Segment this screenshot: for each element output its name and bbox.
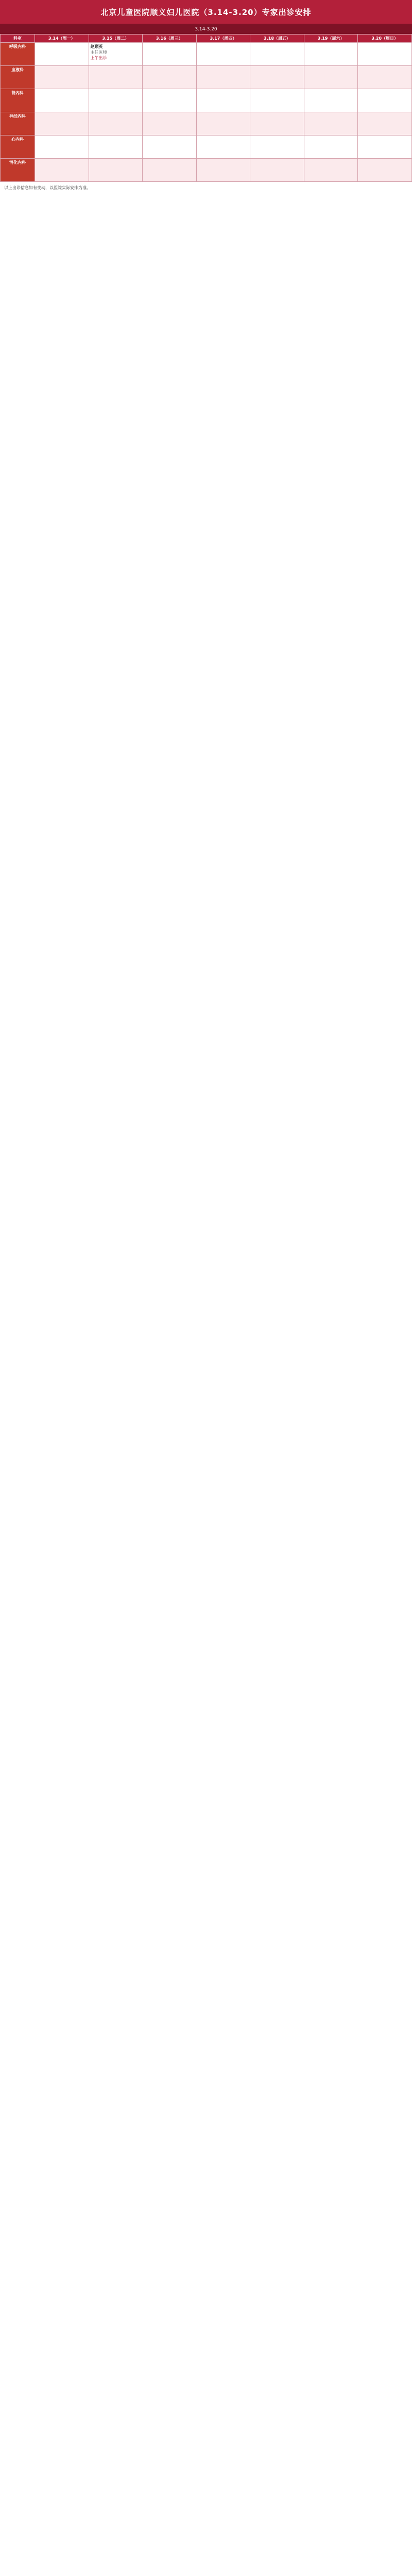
schedule-row xyxy=(1,159,412,182)
schedule-cell xyxy=(143,135,197,159)
schedule-cell xyxy=(304,135,358,159)
schedule-cell xyxy=(304,112,358,135)
week-range: 3.14-3.20 xyxy=(0,25,412,34)
schedule-tables xyxy=(0,34,412,182)
schedule-cell xyxy=(196,43,250,66)
schedule-row xyxy=(1,89,412,112)
day-column-header: 3.19（周六） xyxy=(304,35,358,43)
schedule-cell xyxy=(143,43,197,66)
schedule-cell xyxy=(358,159,412,182)
day-column-header: 3.15（周二） xyxy=(89,35,143,43)
schedule-cell xyxy=(250,135,304,159)
dept-label: 血液科 xyxy=(1,66,35,89)
schedule-cell xyxy=(358,89,412,112)
schedule-cell xyxy=(89,159,143,182)
day-column-header: 3.17（周四） xyxy=(196,35,250,43)
schedule-cell xyxy=(196,112,250,135)
dept-label: 心内科 xyxy=(1,135,35,159)
day-column-header: 3.20（周日） xyxy=(358,35,412,43)
schedule-cell xyxy=(358,66,412,89)
schedule-cell xyxy=(250,66,304,89)
schedule-row xyxy=(1,135,412,159)
schedule-cell xyxy=(143,66,197,89)
dept-label: 呼吸内科 xyxy=(1,43,35,66)
dept-label: 神经内科 xyxy=(1,112,35,135)
schedule-row xyxy=(1,43,412,66)
schedule-row xyxy=(1,112,412,135)
schedule-cell xyxy=(358,43,412,66)
schedule-cell xyxy=(143,112,197,135)
schedule-cell xyxy=(35,66,89,89)
cell-role: 主任医师 xyxy=(90,50,107,55)
schedule-cell xyxy=(196,135,250,159)
schedule-cell xyxy=(304,89,358,112)
dept-column-header: 科室 xyxy=(1,35,35,43)
schedule-cell xyxy=(358,135,412,159)
schedule-cell xyxy=(35,89,89,112)
schedule-cell xyxy=(89,135,143,159)
day-column-header: 3.16（周三） xyxy=(143,35,197,43)
schedule-cell xyxy=(143,159,197,182)
schedule-cell xyxy=(35,135,89,159)
note-line: 以上出诊信息如有变动，以医院实际安排为准。 xyxy=(4,185,91,190)
schedule-cell xyxy=(250,112,304,135)
schedule-cell xyxy=(250,159,304,182)
cell-time: 上午出诊 xyxy=(90,56,107,60)
schedule-cell xyxy=(89,112,143,135)
schedule-cell xyxy=(89,66,143,89)
schedule-row xyxy=(1,66,412,89)
day-column-header: 3.14（周一） xyxy=(35,35,89,43)
cell-doc: 赵顺英 xyxy=(90,44,103,49)
schedule-cell xyxy=(143,89,197,112)
schedule-table xyxy=(0,34,412,182)
schedule-cell xyxy=(196,159,250,182)
schedule-cell xyxy=(35,159,89,182)
schedule-cell xyxy=(304,66,358,89)
page-title: 北京儿童医院顺义妇儿医院（3.14-3.20）专家出诊安排 xyxy=(0,0,412,25)
schedule-cell xyxy=(304,159,358,182)
schedule-cell xyxy=(196,66,250,89)
schedule-cell xyxy=(35,112,89,135)
schedule-cell xyxy=(250,89,304,112)
schedule-cell xyxy=(89,43,143,66)
notes-section xyxy=(4,185,408,191)
schedule-cell xyxy=(358,112,412,135)
schedule-cell xyxy=(304,43,358,66)
schedule-cell xyxy=(35,43,89,66)
schedule-cell xyxy=(196,89,250,112)
schedule-cell xyxy=(250,43,304,66)
schedule-cell xyxy=(89,89,143,112)
dept-label: 肾内科 xyxy=(1,89,35,112)
day-column-header: 3.18（周五） xyxy=(250,35,304,43)
dept-label: 消化内科 xyxy=(1,159,35,182)
